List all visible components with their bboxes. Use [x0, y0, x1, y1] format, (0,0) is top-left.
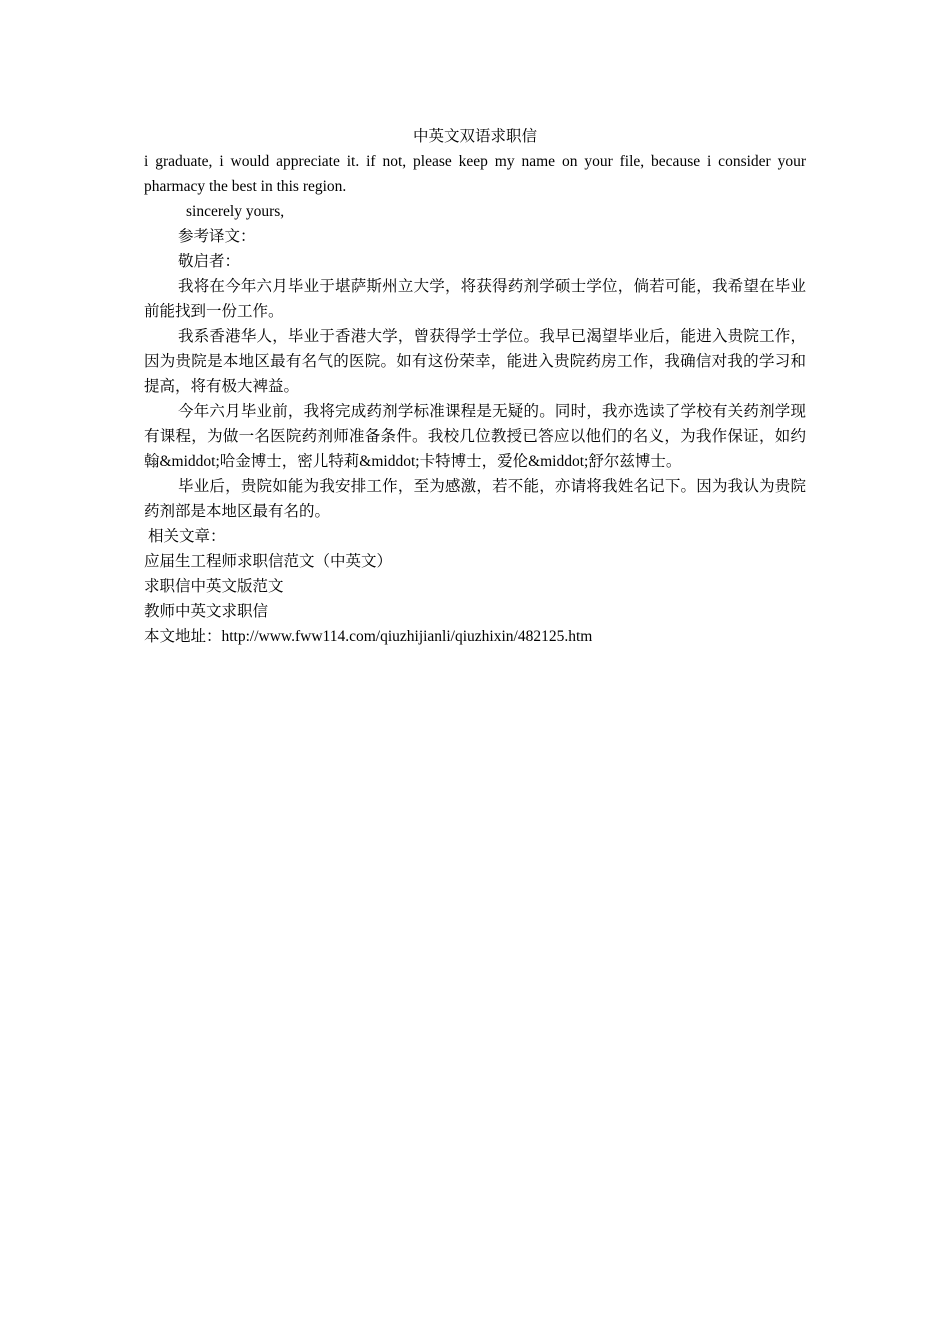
related-articles-label: 相关文章： — [148, 528, 226, 545]
body-paragraph-4: 毕业后，贵院如能为我安排工作，至为感激，若不能，亦请将我姓名记下。因为我认为贵院药剂部是本地区最有名的。 — [144, 478, 806, 520]
related-link-1[interactable]: 应届生工程师求职信范文（中英文） — [144, 553, 393, 570]
source-url-line: 本文地址：http://www.fww114.com/qiuzhijianli/qiuzhixin/482125.htm — [144, 628, 593, 645]
document-title: 中英文双语求职信 — [412, 128, 537, 145]
related-link-2[interactable]: 求职信中英文版范文 — [144, 578, 284, 595]
document-page — [144, 124, 806, 649]
salutation: 敬启者： — [178, 253, 241, 270]
english-paragraph: i graduate, i would appreciate it. if not, please keep my name on your file, because i consider your pharmacy the best in this region. — [144, 153, 806, 195]
closing-line: sincerely yours, — [186, 203, 285, 220]
body-paragraph-2: 我系香港华人，毕业于香港大学，曾获得学士学位。我早已渴望毕业后，能进入贵院工作，因为贵院是本地区最有名气的医院。如有这份荣幸，能进入贵院药房工作，我确信对我的学习和提高，将有极大裨益。 — [144, 328, 806, 395]
body-paragraph-3: 今年六月毕业前，我将完成药剂学标准课程是无疑的。同时，我亦选读了学校有关药剂学现有课程，为做一名医院药剂师准备条件。我校几位教授已答应以他们的名义，为我作保证，如约翰&middot;哈金博士，密儿特莉&middot;卡特博士，爱伦&middot;舒尔兹博士。 — [144, 403, 806, 470]
translation-label: 参考译文： — [178, 228, 256, 245]
body-paragraph-1: 我将在今年六月毕业于堪萨斯州立大学，将获得药剂学硕士学位，倘若可能，我希望在毕业前能找到一份工作。 — [144, 278, 806, 320]
related-link-3[interactable]: 教师中英文求职信 — [144, 603, 269, 620]
